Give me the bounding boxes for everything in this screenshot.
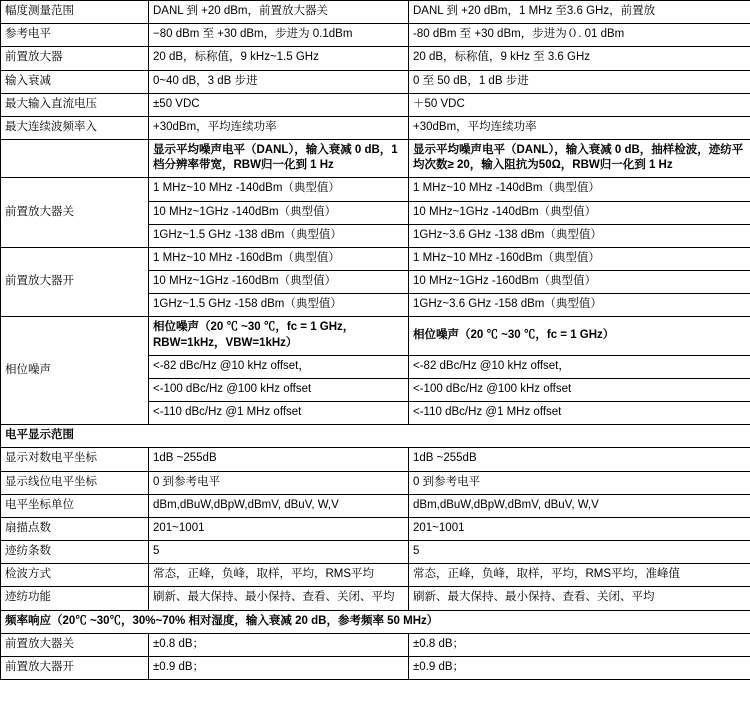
row-label: 扇描点数 — [1, 517, 149, 540]
preamp-on-value-b: 1 MHz~10 MHz -160dBm（典型值） — [409, 247, 750, 270]
row-label: 显示对数电平坐标 — [1, 448, 149, 471]
table-row — [1, 633, 750, 656]
table-row — [1, 247, 750, 270]
table-row — [1, 24, 750, 47]
row-value-b: 0 至 50 dB，1 dB 步进 — [409, 70, 750, 93]
row-value-a: 0~40 dB，3 dB 步进 — [149, 70, 409, 93]
phase-noise-value-a: <-100 dBc/Hz @100 kHz offset — [149, 378, 409, 401]
row-label: 最大输入直流电压 — [1, 93, 149, 116]
row-label: 输入衰减 — [1, 70, 149, 93]
row-value-a: −80 dBm 至 +30 dBm，步进为 0.1dBm — [149, 24, 409, 47]
row-value-b: +30dBm，平均连续功率 — [409, 116, 750, 139]
row-value-b: -80 dBm 至 +30 dBm，步进为０. 01 dBm — [409, 24, 750, 47]
danl-header-value-a: 显示平均噪声电平（DANL），输入衰减 0 dB，1档分辨率带宽，RBW归一化到 1 Hz — [149, 140, 409, 178]
phase-noise-value-b: <-82 dBc/Hz @10 kHz offset， — [409, 355, 750, 378]
table-row — [1, 656, 750, 679]
row-value-a: 1dB ~255dB — [149, 448, 409, 471]
danl-header-value-b: 显示平均噪声电平（DANL），输入衰减 0 dB，抽样检波，迹纺平均次数≥ 20，输入阻抗为50Ω，RBW归一化到 1 Hz — [409, 140, 750, 178]
table-row — [1, 70, 750, 93]
preamp-off-value-b: 1 MHz~10 MHz -140dBm（典型值） — [409, 178, 750, 201]
phase-noise-header-row — [1, 317, 750, 355]
row-label: 幅度测量范围 — [1, 1, 149, 24]
row-value-a: +30dBm，平均连续功率 — [149, 116, 409, 139]
table-row — [1, 541, 750, 564]
preamp-off-label: 前置放大器关 — [1, 178, 149, 248]
row-value-b: ＋50 VDC — [409, 93, 750, 116]
row-value-a: ±50 VDC — [149, 93, 409, 116]
phase-noise-value-b: <-100 dBc/Hz @100 kHz offset — [409, 378, 750, 401]
row-value-b: dBm,dBuW,dBpW,dBmV, dBuV, W,V — [409, 494, 750, 517]
table-row — [1, 517, 750, 540]
row-label: 迹纺功能 — [1, 587, 149, 610]
level-display-range-header: 电平显示范围 — [1, 425, 750, 448]
danl-header-label — [1, 140, 149, 178]
preamp-off-value-b: 1GHz~3.6 GHz -138 dBm（典型值） — [409, 224, 750, 247]
frequency-response-header: 频率响应（20℃ ~30℃，30%~70% 相对湿度，输入衰减 20 dB，参考频率 50 MHz） — [1, 610, 750, 633]
row-value-a: 常态，正峰，负峰，取样，平均，RMS平均 — [149, 564, 409, 587]
table-row — [1, 494, 750, 517]
row-label: 最大连续波频率入 — [1, 116, 149, 139]
row-label: 参考电平 — [1, 24, 149, 47]
row-value-a: 0 到参考电平 — [149, 471, 409, 494]
row-label: 检波方式 — [1, 564, 149, 587]
preamp-on-value-a: 1GHz~1.5 GHz -158 dBm（典型值） — [149, 294, 409, 317]
row-value-b: ±0.8 dB； — [409, 633, 750, 656]
preamp-on-value-a: 1 MHz~10 MHz -160dBm（典型值） — [149, 247, 409, 270]
phase-noise-value-b: <-110 dBc/Hz @1 MHz offset — [409, 402, 750, 425]
row-value-b: 刷新、最大保持、最小保持、查看、关闭、平均 — [409, 587, 750, 610]
row-value-a: 5 — [149, 541, 409, 564]
row-value-b: 5 — [409, 541, 750, 564]
table-row — [1, 178, 750, 201]
table-row — [1, 116, 750, 139]
row-label: 电平坐标单位 — [1, 494, 149, 517]
row-value-b: 常态，正峰，负峰，取样，平均，RMS平均，准峰值 — [409, 564, 750, 587]
table-row — [1, 1, 750, 24]
table-row — [1, 587, 750, 610]
row-value-a: dBm,dBuW,dBpW,dBmV, dBuV, W,V — [149, 494, 409, 517]
phase-noise-label: 相位噪声 — [1, 317, 149, 425]
row-label: 显示线位电平坐标 — [1, 471, 149, 494]
preamp-on-value-b: 1GHz~3.6 GHz -158 dBm（典型值） — [409, 294, 750, 317]
phase-noise-value-a: <-110 dBc/Hz @1 MHz offset — [149, 402, 409, 425]
preamp-on-label: 前置放大器开 — [1, 247, 149, 317]
phase-noise-header-value-a: 相位噪声（20 ℃ ~30 ℃，fc = 1 GHz，RBW=1kHz，VBW=1kHz） — [149, 317, 409, 355]
row-label: 前置放大器 — [1, 47, 149, 70]
row-value-b: 201~1001 — [409, 517, 750, 540]
row-value-b: 20 dB，标称值，9 kHz 至 3.6 GHz — [409, 47, 750, 70]
row-value-a: ±0.9 dB； — [149, 656, 409, 679]
row-value-b: 1dB ~255dB — [409, 448, 750, 471]
row-label: 前置放大器开 — [1, 656, 149, 679]
phase-noise-value-a: <-82 dBc/Hz @10 kHz offset， — [149, 355, 409, 378]
row-value-a: ±0.8 dB； — [149, 633, 409, 656]
row-label: 前置放大器关 — [1, 633, 149, 656]
row-value-a: DANL 到 +20 dBm，前置放大器关 — [149, 1, 409, 24]
preamp-on-value-b: 10 MHz~1GHz -160dBm（典型值） — [409, 271, 750, 294]
row-value-a: 201~1001 — [149, 517, 409, 540]
preamp-off-value-a: 1GHz~1.5 GHz -138 dBm（典型值） — [149, 224, 409, 247]
table-row — [1, 448, 750, 471]
row-value-b: DANL 到 +20 dBm，1 MHz 至3.6 GHz，前置放 — [409, 1, 750, 24]
table-row — [1, 471, 750, 494]
preamp-off-value-a: 1 MHz~10 MHz -140dBm（典型值） — [149, 178, 409, 201]
phase-noise-header-value-b: 相位噪声（20 ℃ ~30 ℃，fᴄ = 1 GHz） — [409, 317, 750, 355]
preamp-on-value-a: 10 MHz~1GHz -160dBm（典型值） — [149, 271, 409, 294]
preamp-off-value-b: 10 MHz~1GHz -140dBm（典型值） — [409, 201, 750, 224]
table-row — [1, 564, 750, 587]
section-header-row — [1, 425, 750, 448]
danl-header-row — [1, 140, 750, 178]
preamp-off-value-a: 10 MHz~1GHz -140dBm（典型值） — [149, 201, 409, 224]
row-value-a: 20 dB，标称值，9 kHz~1.5 GHz — [149, 47, 409, 70]
row-value-b: 0 到参考电平 — [409, 471, 750, 494]
section-header-row — [1, 610, 750, 633]
table-row — [1, 93, 750, 116]
row-value-a: 刷新、最大保持、最小保持、查看、关闭、平均 — [149, 587, 409, 610]
row-value-b: ±0.9 dB； — [409, 656, 750, 679]
row-label: 迹纺条数 — [1, 541, 149, 564]
table-row — [1, 47, 750, 70]
